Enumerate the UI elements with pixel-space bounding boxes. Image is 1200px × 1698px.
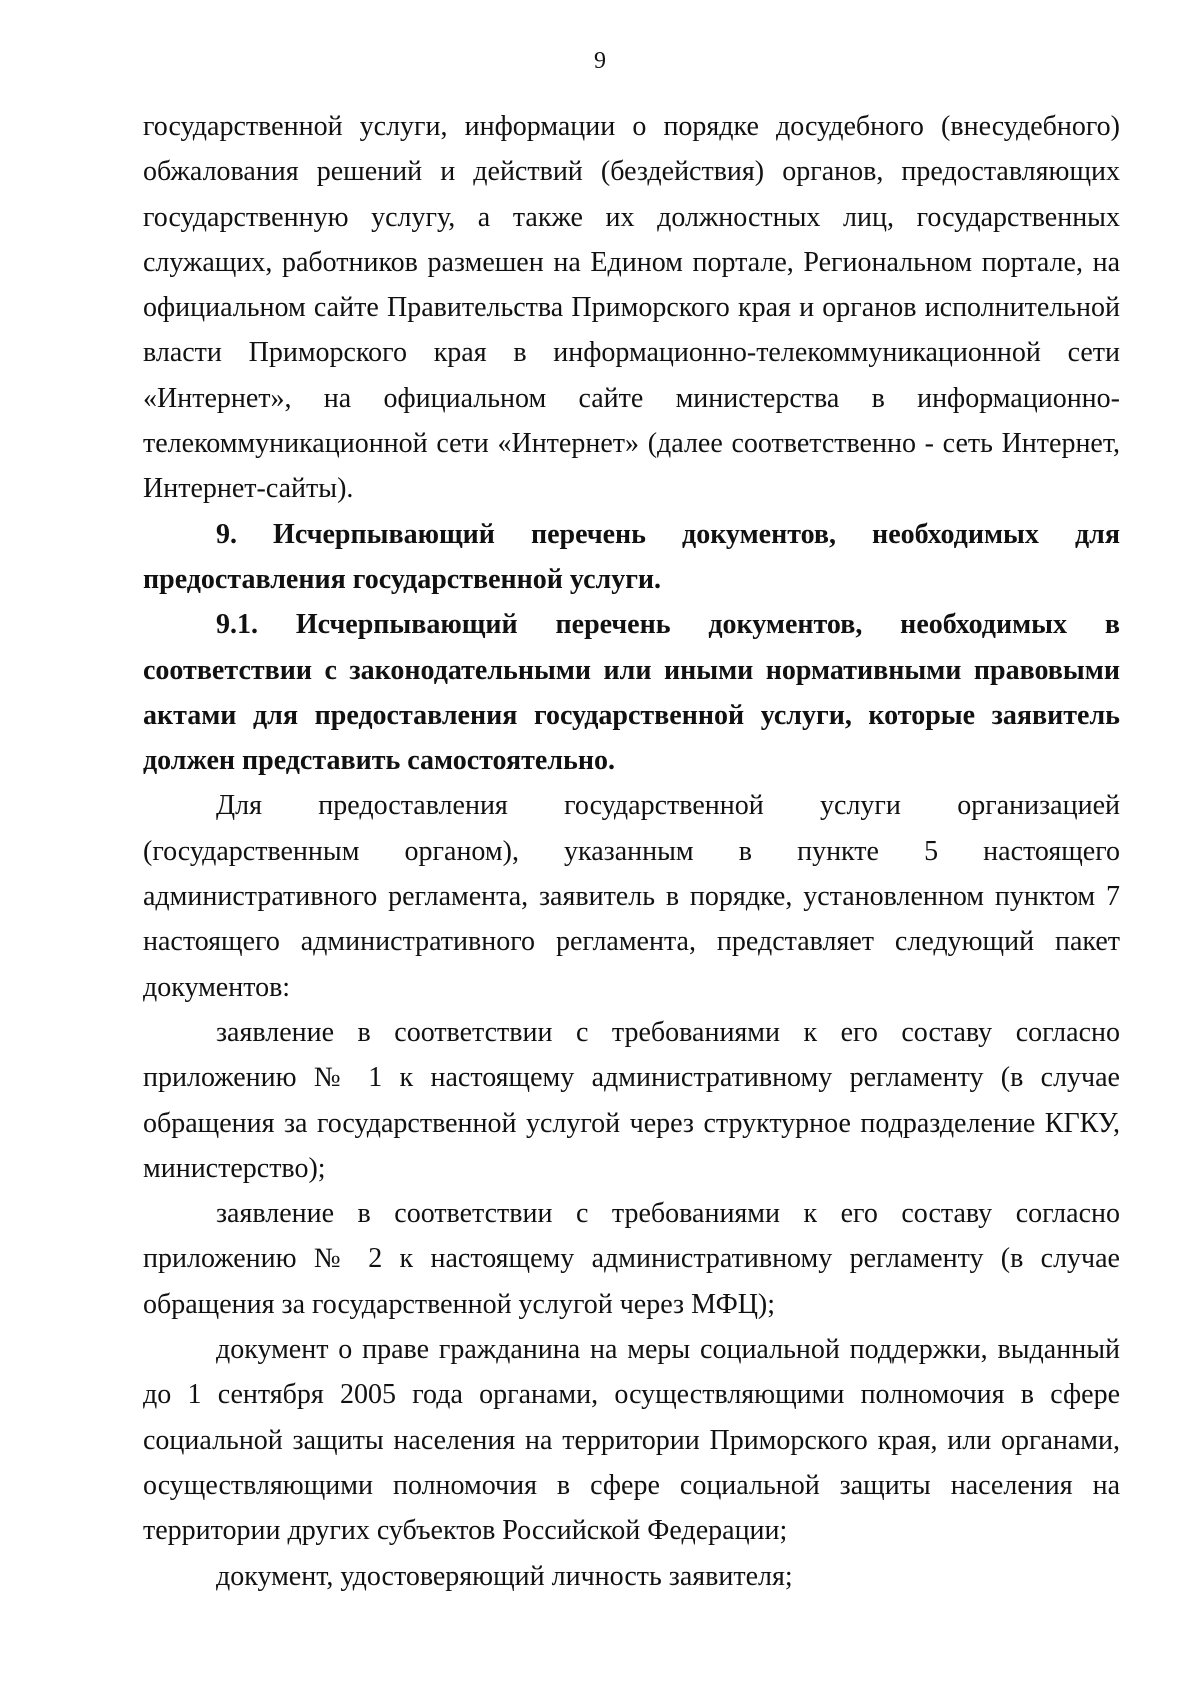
list-item-application-1: заявление в соответствии с требованиями к его составу согласно приложению № 1 к настоящему административному регламенту (в случае обращения за государственной услугой через структурное подразделение КГКУ, министерство);	[143, 1016, 1120, 1184]
paragraph-documents-package: Для предоставления государственной услуги организацией (государственным органом), указанным в пункте 5 настоящего административного регламента, заявитель в порядке, установленном пунктом 7 настоящего административного регламента, представляет следующий пакет документов:	[143, 790, 1120, 1003]
list-item-social-support-document: документ о праве гражданина на меры социальной поддержки, выданный до 1 сентября 2005 года органами, осуществляющими полномочия в сфере социальной защиты населения на территории Приморского края, или органами, осуществляющими полномочия в сфере социальной защиты населения на территории других субъектов Российской Федерации;	[143, 1334, 1120, 1547]
section-heading-9-1: 9.1. Исчерпывающий перечень документов, необходимых в соответствии с законодательными или иными нормативными правовыми актами для предоставления государственной услуги, которые заявитель должен представить самостоятельно.	[143, 609, 1120, 777]
list-item-identity-document: документ, удостоверяющий личность заявителя;	[216, 1560, 793, 1592]
list-item-application-2: заявление в соответствии с требованиями к его составу согласно приложению № 2 к настоящему административному регламенту (в случае обращения за государственной услугой через МФЦ);	[143, 1198, 1120, 1320]
page-number: 9	[594, 48, 606, 74]
paragraph-continuation: государственной услуги, информации о порядке досудебного (внесудебного) обжалования решений и действий (бездействия) органов, предоставляющих государственную услугу, а также их должностных лиц, государственных служащих, работников размешен на Едином портале, Региональном портале, на официальном сайте Правительства Приморского края и органов исполнительной власти Приморского края в информационно-телекоммуникационной сети «Интернет», на официальном сайте министерства в информационно-телекоммуникационной сети «Интернет» (далее соответственно - сеть Интернет, Интернет-сайты).	[143, 111, 1120, 505]
section-heading-9: 9. Исчерпывающий перечень документов, необходимых для предоставления государственной услуги.	[143, 518, 1120, 595]
document-body	[143, 104, 1120, 1599]
